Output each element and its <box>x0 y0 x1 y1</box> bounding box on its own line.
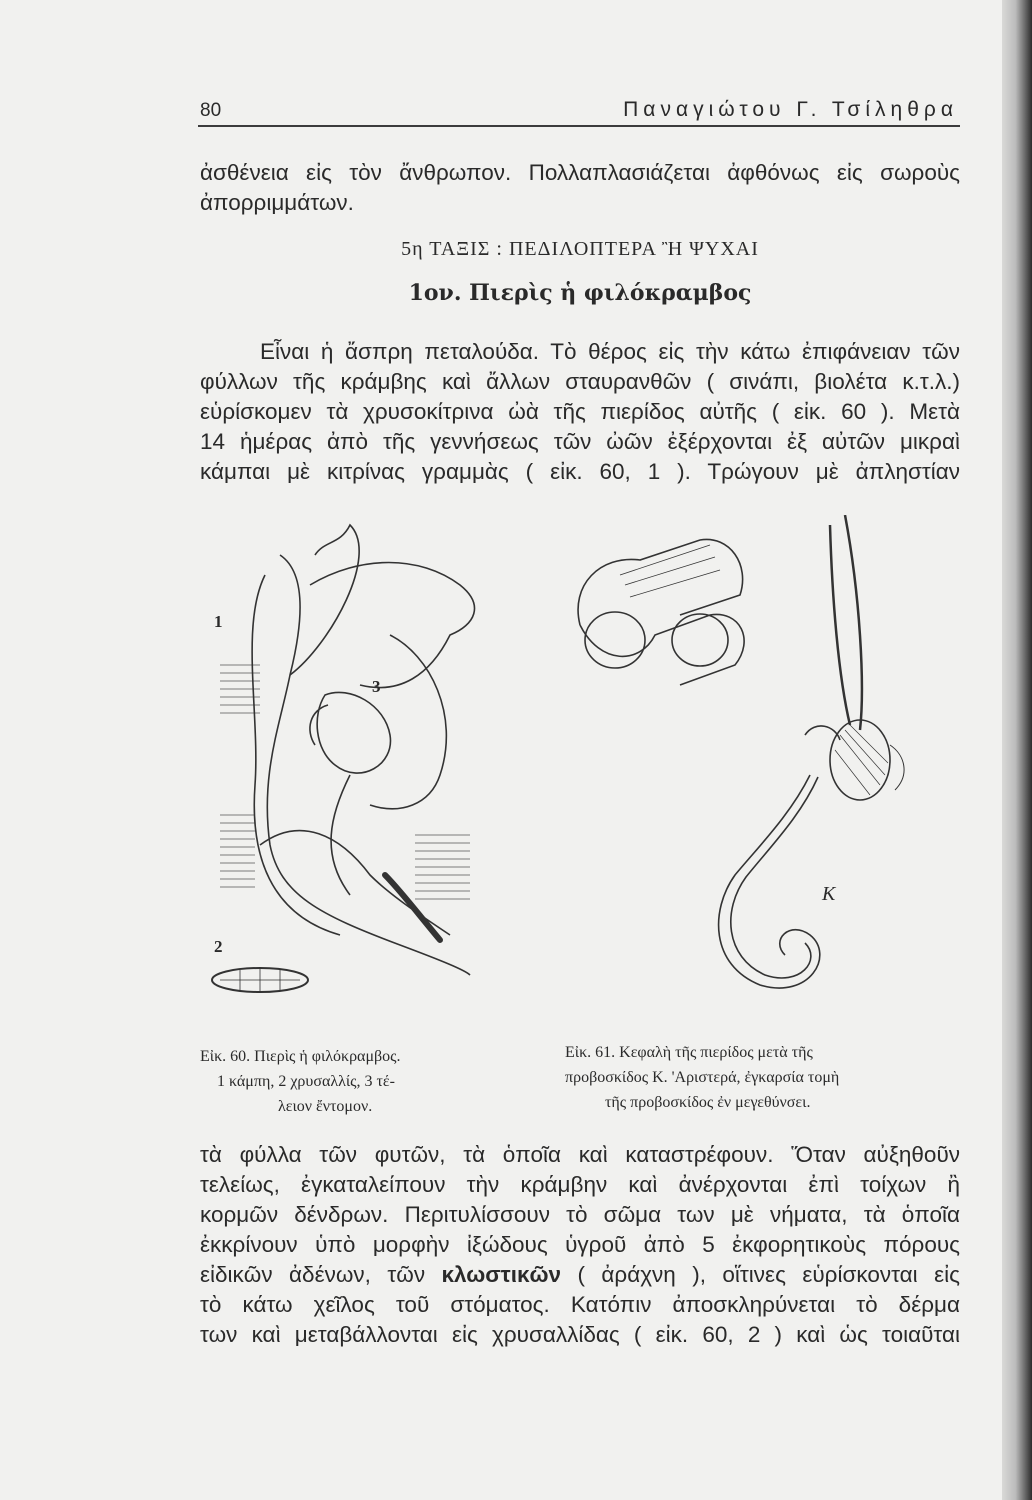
figure-61-illustration <box>560 515 965 1025</box>
text-line: ἀσθένεια εἰς τὸν ἄνθρωπον. Πολλαπλασιάζεται ἀφθόνως εἰς σωροὺς <box>200 160 960 185</box>
figure-label-k: Κ <box>822 883 836 905</box>
text-line: τελείως, ἐγκαταλείπουν τὴν κράμβην καὶ ἀνέρχονται ἐπὶ τοίχων ἢ <box>200 1172 960 1197</box>
caption-line: λειον ἔντομον. <box>278 1098 373 1115</box>
text-line: κάμπαι μὲ κιτρίνας γραμμὰς ( εἰκ. 60, 1 ). Τρώγουν μὲ ἀπληστίαν <box>200 459 960 484</box>
paragraph-bottom <box>200 1140 960 1350</box>
figure-label-3: 3 <box>372 677 381 696</box>
figures-area <box>200 515 965 1035</box>
figure-61-drawing <box>560 515 965 1025</box>
text-line: τὰ φύλλα τῶν φυτῶν, τὰ ὁποῖα καὶ καταστρέφουν. Ὅταν αὐξηθοῦν <box>200 1142 960 1167</box>
text-fragment: εἰδικῶν ἀδένων, τῶν <box>200 1262 442 1287</box>
paragraph-intro <box>200 337 960 487</box>
text-line: ἀπορριμμάτων. <box>200 190 354 215</box>
sub-heading: 1ον. Πιερὶς ἡ φιλόκραμβος <box>408 280 752 306</box>
caption-line: Εἰκ. 61. Κεφαλὴ τῆς πιερίδος μετὰ τῆς <box>565 1044 813 1061</box>
caption-line: 1 κάμπη, 2 χρυσαλλίς, 3 τέ- <box>217 1073 395 1090</box>
caption-line: Εἰκ. 60. Πιερὶς ἡ φιλόκραμβος. <box>200 1048 401 1065</box>
text-line: Εἶναι ἡ ἄσπρη πεταλούδα. Τὸ θέρος εἰς τὴν κάτω ἐπιφάνειαν τῶν <box>260 339 960 364</box>
text-line: εὑρίσκομεν τὰ χρυσοκίτρινα ὠὰ τῆς πιερίδος αὐτῆς ( εἰκ. 60 ). Μετὰ <box>200 399 960 424</box>
text-line: ἐκκρίνουν ὑπὸ μορφὴν ἰξώδους ὑγροῦ ἀπὸ 5 ἐκφορητικοὺς πόρους <box>200 1232 960 1257</box>
figure-60-illustration <box>200 515 500 1025</box>
paragraph-top <box>200 158 960 218</box>
text-fragment: ( ἀράχνη ), οἵτινες εὑρίσκονται εἰς <box>561 1262 960 1287</box>
header-rule <box>198 125 960 127</box>
page-number: 80 <box>200 100 222 121</box>
text-line: των καὶ μεταβάλλονται εἰς χρυσαλλίδας ( εἰκ. 60, 2 ) καὶ ὡς τοιαῦται <box>200 1322 960 1347</box>
text-line: κορμῶν δένδρων. Περιτυλίσσουν τὸ σῶμα των μὲ νήματα, τὰ ὁποῖα <box>200 1202 960 1227</box>
caption-line: προβοσκίδος Κ. 'Αριστερά, ἐγκαρσία τομὴ <box>565 1069 840 1086</box>
text-line: φύλλων τῆς κράμβης καὶ ἄλλων σταυρανθῶν ( σινάπι, βιολέτα κ.τ.λ.) <box>200 369 960 394</box>
text-line: 14 ἡμέρας ἀπὸ τῆς γεννήσεως τῶν ὠῶν ἐξέρχονται ἐξ αὐτῶν μικραὶ <box>200 429 960 454</box>
figure-61-caption <box>565 1040 960 1115</box>
text-line: τὸ κάτω χεῖλος τοῦ στόματος. Κατόπιν ἀποσκληρύνεται τὸ δέρμα <box>200 1292 960 1317</box>
page-header <box>198 96 960 128</box>
bold-term: κλωστικῶν <box>441 1262 562 1287</box>
caption-line: τῆς προβοσκίδος ἐν μεγεθύνσει. <box>605 1094 811 1111</box>
running-head: Παναγιώτου Γ. Τσίληθρα <box>623 98 958 121</box>
section-heading: 5η ΤΑΞΙΣ : ΠΕΔΙΛΟΠΤΕΡΑ Ἢ ΨΥΧΑΙ <box>401 238 759 260</box>
figure-60-caption <box>200 1044 490 1119</box>
figure-label-1: 1 <box>214 612 223 631</box>
figure-label-2: 2 <box>214 937 223 956</box>
scan-edge <box>1002 0 1032 1500</box>
text-line <box>200 1260 960 1290</box>
figure-60-drawing <box>200 515 500 1025</box>
